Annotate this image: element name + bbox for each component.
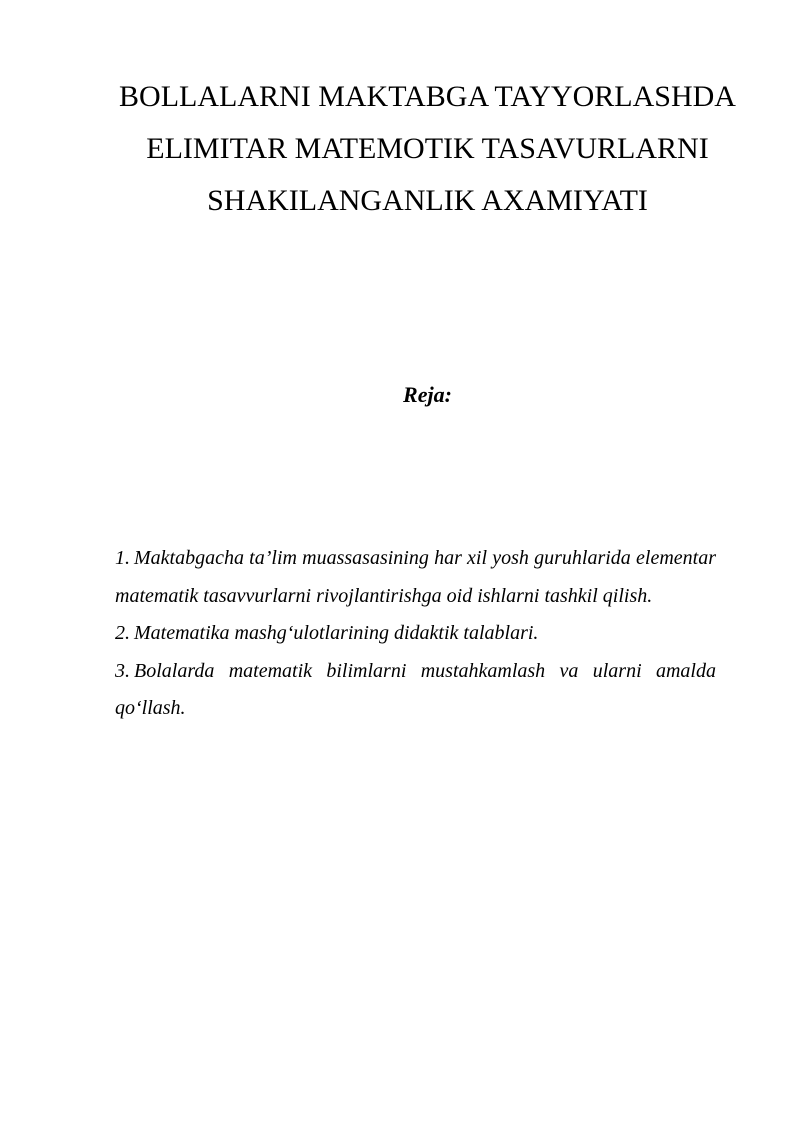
plan-item-number: 1.: [115, 547, 130, 569]
plan-heading: Reja:: [403, 382, 452, 407]
document-title: [100, 71, 755, 227]
plan-item-3: [115, 653, 716, 728]
plan-item-number: 3.: [115, 659, 130, 682]
title-line-1: BOLLALARNI MAKTABGA TAYYORLASHDA: [119, 80, 736, 113]
plan-item-text: Maktabgacha ta’lim muassasasining har xil yosh guruhlarida elementar matematik tasavvurlarni rivojlantirishga oid ishlarni tashkil qilish.: [115, 547, 716, 607]
plan-item-1: [115, 540, 716, 615]
plan-list: [115, 540, 716, 728]
plan-item-text: Matematika mashg‘ulotlarining didaktik talablari.: [134, 622, 539, 644]
title-line-2: ELIMITAR MATEMOTIK TASAVURLARNI: [146, 132, 709, 165]
plan-item-number: 2.: [115, 622, 130, 644]
title-line-3: SHAKILANGANLIK AXAMIYATI: [207, 184, 648, 217]
plan-item-text: Bolalarda matematik bilimlarni mustahkamlash va ularni amalda qo‘llash.: [115, 659, 716, 719]
plan-item-2: [115, 615, 716, 653]
